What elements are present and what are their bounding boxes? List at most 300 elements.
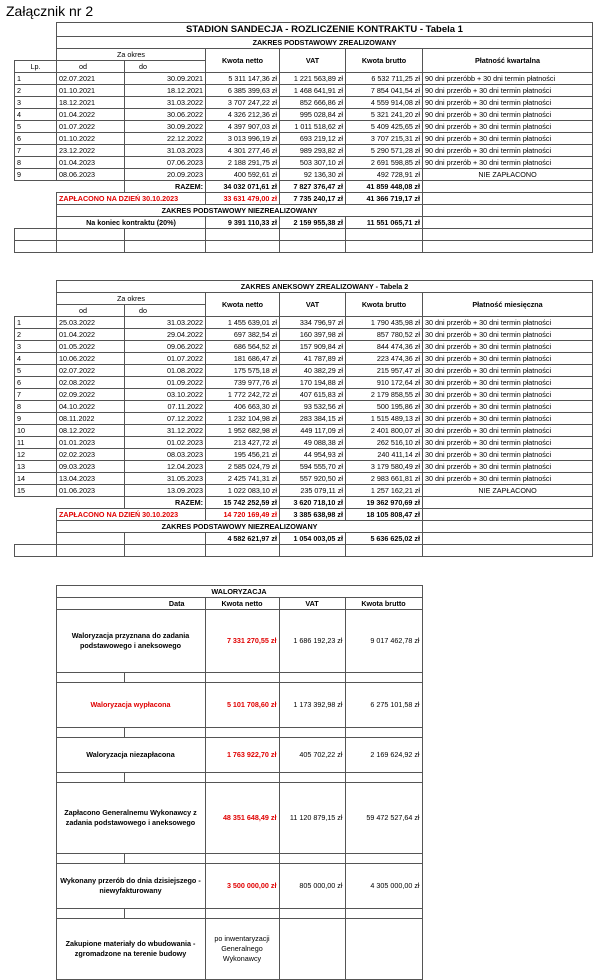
row-brutto: 844 474,36 zł xyxy=(346,341,423,353)
niezreal-brutto: 5 636 625,02 zł xyxy=(346,533,423,545)
razem-vat: 3 620 718,10 zł xyxy=(280,497,346,509)
row-do: 30.09.2022 xyxy=(125,121,206,133)
koniec-vat: 2 159 955,38 zł xyxy=(280,217,346,229)
row-brutto: 857 780,52 zł xyxy=(346,329,423,341)
row-do: 01.08.2022 xyxy=(125,365,206,377)
row-do: 31.03.2023 xyxy=(125,145,206,157)
row-lp: 1 xyxy=(15,317,57,329)
table-row xyxy=(15,73,593,85)
koniec-brutto: 11 551 065,71 zł xyxy=(346,217,423,229)
header-brutto: Kwota brutto xyxy=(345,598,422,610)
empty-cell xyxy=(345,854,422,864)
row-do: 09.06.2022 xyxy=(125,341,206,353)
row-lp: 6 xyxy=(15,133,57,145)
zaplacono-brutto: 41 366 719,17 zł xyxy=(346,193,423,205)
header-netto: Kwota netto xyxy=(205,598,279,610)
empty-cell xyxy=(56,673,124,683)
row-netto: 213 427,72 zł xyxy=(206,437,280,449)
row-lp: 2 xyxy=(15,85,57,97)
row-netto: 2 188 291,75 zł xyxy=(206,157,280,169)
row-vat: 93 532,56 zł xyxy=(280,401,346,413)
table-row xyxy=(15,449,593,461)
empty-cell xyxy=(14,864,56,909)
row-lp: 8 xyxy=(15,157,57,169)
row-platnosc: 30 dni przerób + 30 dni termin płatności xyxy=(423,389,593,401)
row-platnosc: 30 dni przerób + 30 dni termin płatności xyxy=(423,461,593,473)
row-vat: 1 011 518,62 zł xyxy=(280,121,346,133)
row-vat: 989 293,82 zł xyxy=(280,145,346,157)
empty-cell xyxy=(422,773,592,783)
waloryzacja-brutto xyxy=(345,919,422,980)
row-do: 18.12.2021 xyxy=(125,85,206,97)
header-za-okres: Za okres xyxy=(57,49,206,61)
zaplacono-label: ZAPŁACONO NA DZIEŃ 30.10.2023 xyxy=(57,509,206,521)
row-netto: 4 326 212,36 zł xyxy=(206,109,280,121)
row-brutto: 5 321 241,20 zł xyxy=(346,109,423,121)
table-waloryzacja xyxy=(14,585,592,980)
waloryzacja-netto: 5 101 708,60 zł xyxy=(205,683,279,728)
table-row xyxy=(15,169,593,181)
empty-cell xyxy=(56,773,124,783)
empty-cell xyxy=(345,909,422,919)
table-row xyxy=(15,85,593,97)
row-vat: 157 909,84 zł xyxy=(280,341,346,353)
table-row xyxy=(15,365,593,377)
razem-vat: 7 827 376,47 zł xyxy=(280,181,346,193)
row-vat: 1 221 563,89 zł xyxy=(280,73,346,85)
row-do: 29.04.2022 xyxy=(125,329,206,341)
row-do: 22.12.2022 xyxy=(125,133,206,145)
empty-cell xyxy=(124,909,205,919)
razem-label: RAZEM: xyxy=(125,497,206,509)
row-od: 04.10.2022 xyxy=(57,401,125,413)
header-netto: Kwota netto xyxy=(206,49,280,73)
zaplacono-vat: 3 385 638,98 zł xyxy=(280,509,346,521)
row-do: 07.06.2023 xyxy=(125,157,206,169)
row-vat: 594 555,70 zł xyxy=(280,461,346,473)
row-platnosc: 30 dni przerób + 30 dni termin płatności xyxy=(423,425,593,437)
empty-cell xyxy=(345,773,422,783)
row-vat: 283 384,15 zł xyxy=(280,413,346,425)
row-netto: 175 575,18 zł xyxy=(206,365,280,377)
row-vat: 407 615,83 zł xyxy=(280,389,346,401)
table-row xyxy=(15,377,593,389)
row-brutto: 6 532 711,25 zł xyxy=(346,73,423,85)
row-vat: 49 088,38 zł xyxy=(280,437,346,449)
row-do: 31.12.2022 xyxy=(125,425,206,437)
empty-cell xyxy=(205,673,279,683)
row-brutto: 1 790 435,98 zł xyxy=(346,317,423,329)
row-platnosc: 30 dni przerób + 30 dni termin płatności xyxy=(423,377,593,389)
row-od: 08.12.2022 xyxy=(57,425,125,437)
row-platnosc: 90 dni przerób + 30 dni termin płatności xyxy=(423,157,593,169)
row-od: 01.10.2021 xyxy=(57,85,125,97)
waloryzacja-row xyxy=(14,783,592,854)
row-brutto: 215 957,47 zł xyxy=(346,365,423,377)
row-do: 31.05.2023 xyxy=(125,473,206,485)
row-brutto: 2 983 661,81 zł xyxy=(346,473,423,485)
header-vat: VAT xyxy=(280,293,346,317)
empty-cell xyxy=(124,773,205,783)
table-row xyxy=(15,473,593,485)
table-row xyxy=(15,317,593,329)
row-brutto: 492 728,91 zł xyxy=(346,169,423,181)
header-do: do xyxy=(125,61,206,73)
row-netto: 2 585 024,79 zł xyxy=(206,461,280,473)
row-netto: 1 772 242,72 zł xyxy=(206,389,280,401)
row-brutto: 2 691 598,85 zł xyxy=(346,157,423,169)
razem-label: RAZEM: xyxy=(125,181,206,193)
row-od: 01.01.2023 xyxy=(57,437,125,449)
row-vat: 449 117,09 zł xyxy=(280,425,346,437)
header-data: Data xyxy=(56,598,205,610)
empty-cell xyxy=(422,783,592,854)
spacer-row xyxy=(14,673,592,683)
header-lp: Lp. xyxy=(15,61,57,73)
row-od: 02.07.2022 xyxy=(57,365,125,377)
row-do: 20.09.2023 xyxy=(125,169,206,181)
zaplacono-label: ZAPŁACONO NA DZIEŃ 30.10.2023 xyxy=(57,193,206,205)
waloryzacja-brutto: 4 305 000,00 zł xyxy=(345,864,422,909)
empty-cell xyxy=(279,909,345,919)
row-od: 09.03.2023 xyxy=(57,461,125,473)
row-brutto: 7 854 041,54 zł xyxy=(346,85,423,97)
row-netto: 1 232 104,98 zł xyxy=(206,413,280,425)
niezrealizowany-title: ZAKRES PODSTAWOWY NIEZREALIZOWANY xyxy=(57,521,423,533)
row-vat: 44 954,93 zł xyxy=(280,449,346,461)
row-netto: 697 382,54 zł xyxy=(206,329,280,341)
row-do: 01.02.2023 xyxy=(125,437,206,449)
empty-cell xyxy=(14,738,56,773)
waloryzacja-row xyxy=(14,864,592,909)
row-lp: 7 xyxy=(15,389,57,401)
row-platnosc: 90 dni przerób + 30 dni termin płatności xyxy=(423,85,593,97)
row-vat: 92 136,30 zł xyxy=(280,169,346,181)
header-vat: VAT xyxy=(279,598,345,610)
row-vat: 334 796,97 zł xyxy=(280,317,346,329)
row-od: 02.07.2021 xyxy=(57,73,125,85)
row-platnosc: 30 dni przerób + 30 dni termin płatności xyxy=(423,449,593,461)
empty-cell xyxy=(205,773,279,783)
row-vat: 1 468 641,91 zł xyxy=(280,85,346,97)
spacer-row xyxy=(14,728,592,738)
waloryzacja-brutto: 6 275 101,58 zł xyxy=(345,683,422,728)
empty-cell xyxy=(14,854,56,864)
row-netto: 6 385 399,63 zł xyxy=(206,85,280,97)
waloryzacja-vat: 805 000,00 zł xyxy=(279,864,345,909)
table-row xyxy=(15,485,593,497)
row-brutto: 910 172,64 zł xyxy=(346,377,423,389)
empty-cell xyxy=(124,673,205,683)
empty-cell xyxy=(345,728,422,738)
row-lp: 5 xyxy=(15,121,57,133)
empty-cell xyxy=(205,728,279,738)
header-brutto: Kwota brutto xyxy=(346,49,423,73)
row-od: 01.06.2023 xyxy=(57,485,125,497)
zaplacono-vat: 7 735 240,17 zł xyxy=(280,193,346,205)
row-do: 07.12.2022 xyxy=(125,413,206,425)
table-1-title: STADION SANDECJA - ROZLICZENIE KONTRAKTU - Tabela 1 xyxy=(57,23,593,37)
row-netto: 400 592,61 zł xyxy=(206,169,280,181)
waloryzacja-row xyxy=(14,683,592,728)
row-netto: 5 311 147,36 zł xyxy=(206,73,280,85)
row-netto: 2 425 741,31 zł xyxy=(206,473,280,485)
row-vat: 160 397,98 zł xyxy=(280,329,346,341)
row-netto: 3 707 247,22 zł xyxy=(206,97,280,109)
row-do: 07.11.2022 xyxy=(125,401,206,413)
row-lp: 15 xyxy=(15,485,57,497)
empty-cell xyxy=(422,864,592,909)
waloryzacja-vat: 1 686 192,23 zł xyxy=(279,610,345,673)
section-title: ZAKRES PODSTAWOWY ZREALIZOWANY xyxy=(57,37,593,49)
row-lp: 5 xyxy=(15,365,57,377)
table-row xyxy=(15,425,593,437)
row-netto: 406 663,30 zł xyxy=(206,401,280,413)
empty-cell xyxy=(279,728,345,738)
empty-cell xyxy=(422,854,592,864)
header-platnosc: Płatność miesięczna xyxy=(423,293,593,317)
row-platnosc: 30 dni przerób + 30 dni termin płatności xyxy=(423,413,593,425)
row-od: 01.04.2022 xyxy=(57,329,125,341)
table-row xyxy=(15,461,593,473)
waloryzacja-label: Waloryzacja wypłacona xyxy=(56,683,205,728)
empty-cell xyxy=(14,610,56,673)
row-do: 12.04.2023 xyxy=(125,461,206,473)
waloryzacja-vat xyxy=(279,919,345,980)
waloryzacja-brutto: 2 169 624,92 zł xyxy=(345,738,422,773)
razem-brutto: 41 859 448,08 zł xyxy=(346,181,423,193)
row-brutto: 1 257 162,21 zł xyxy=(346,485,423,497)
waloryzacja-label: Zakupione materiały do wbudowania - zgromadzone na terenie budowy xyxy=(56,919,205,980)
header-za-okres: Za okres xyxy=(57,293,206,305)
row-od: 02.09.2022 xyxy=(57,389,125,401)
row-do: 03.10.2022 xyxy=(125,389,206,401)
table-row xyxy=(15,97,593,109)
header-brutto: Kwota brutto xyxy=(346,293,423,317)
waloryzacja-brutto: 59 472 527,64 zł xyxy=(345,783,422,854)
row-platnosc: 30 dni przerób + 30 dni termin płatności xyxy=(423,365,593,377)
row-brutto: 1 515 489,13 zł xyxy=(346,413,423,425)
empty-cell xyxy=(14,783,56,854)
empty-cell xyxy=(345,673,422,683)
row-do: 01.09.2022 xyxy=(125,377,206,389)
row-vat: 235 079,11 zł xyxy=(280,485,346,497)
row-vat: 503 307,10 zł xyxy=(280,157,346,169)
empty-cell xyxy=(14,773,56,783)
table-2-title: ZAKRES ANEKSOWY ZREALIZOWANY - Tabela 2 xyxy=(57,281,593,293)
empty-cell xyxy=(56,728,124,738)
row-netto: 4 397 907,03 zł xyxy=(206,121,280,133)
row-vat: 852 666,86 zł xyxy=(280,97,346,109)
header-od: od xyxy=(57,305,125,317)
razem-netto: 15 742 252,59 zł xyxy=(206,497,280,509)
waloryzacja-vat: 11 120 879,15 zł xyxy=(279,783,345,854)
empty-cell xyxy=(279,673,345,683)
empty-cell xyxy=(422,683,592,728)
row-brutto: 2 179 858,55 zł xyxy=(346,389,423,401)
row-lp: 11 xyxy=(15,437,57,449)
waloryzacja-row xyxy=(14,610,592,673)
row-platnosc: 30 dni przerób + 30 dni termin płatności xyxy=(423,437,593,449)
row-brutto: 223 474,36 zł xyxy=(346,353,423,365)
waloryzacja-netto: 7 331 270,55 zł xyxy=(205,610,279,673)
empty-cell xyxy=(14,673,56,683)
row-platnosc: NIE ZAPŁACONO xyxy=(423,485,593,497)
row-platnosc: 30 dni przerób + 30 dni termin płatności xyxy=(423,353,593,365)
row-platnosc: 90 dni przerób + 30 dni termin płatności xyxy=(423,133,593,145)
row-lp: 9 xyxy=(15,169,57,181)
waloryzacja-title: WALORYZACJA xyxy=(56,586,422,598)
empty-cell xyxy=(422,728,592,738)
spacer-row xyxy=(14,854,592,864)
row-od: 01.05.2022 xyxy=(57,341,125,353)
row-lp: 9 xyxy=(15,413,57,425)
row-netto: 195 456,21 zł xyxy=(206,449,280,461)
row-vat: 41 787,89 zł xyxy=(280,353,346,365)
row-platnosc: 30 dni przerób + 30 dni termin płatności xyxy=(423,329,593,341)
row-platnosc: 30 dni przerób + 30 dni termin płatności xyxy=(423,317,593,329)
row-netto: 1 455 639,01 zł xyxy=(206,317,280,329)
row-netto: 3 013 996,19 zł xyxy=(206,133,280,145)
row-brutto: 240 411,14 zł xyxy=(346,449,423,461)
row-od: 02.02.2023 xyxy=(57,449,125,461)
empty-cell xyxy=(279,773,345,783)
row-vat: 170 194,88 zł xyxy=(280,377,346,389)
row-od: 01.04.2023 xyxy=(57,157,125,169)
header-vat: VAT xyxy=(280,49,346,73)
koniec-label: Na koniec kontraktu (20%) xyxy=(57,217,206,229)
waloryzacja-vat: 405 702,22 zł xyxy=(279,738,345,773)
row-od: 25.03.2022 xyxy=(57,317,125,329)
empty-cell xyxy=(279,854,345,864)
row-od: 18.12.2021 xyxy=(57,97,125,109)
row-vat: 693 219,12 zł xyxy=(280,133,346,145)
row-netto: 1 952 682,98 zł xyxy=(206,425,280,437)
row-brutto: 262 516,10 zł xyxy=(346,437,423,449)
row-od: 02.08.2022 xyxy=(57,377,125,389)
row-do: 13.09.2023 xyxy=(125,485,206,497)
waloryzacja-netto: po inwentaryzacji Generalnego Wykonawcy xyxy=(205,919,279,980)
table-row xyxy=(15,353,593,365)
empty-cell xyxy=(422,909,592,919)
waloryzacja-label: Waloryzacja niezapłacona xyxy=(56,738,205,773)
row-do: 08.03.2023 xyxy=(125,449,206,461)
waloryzacja-row xyxy=(14,738,592,773)
row-vat: 557 920,50 zł xyxy=(280,473,346,485)
row-lp: 4 xyxy=(15,109,57,121)
row-platnosc: 30 dni przerób + 30 dni termin płatności xyxy=(423,341,593,353)
row-do: 31.03.2022 xyxy=(125,317,206,329)
row-od: 13.04.2023 xyxy=(57,473,125,485)
table-row xyxy=(15,341,593,353)
row-do: 01.07.2022 xyxy=(125,353,206,365)
table-row xyxy=(15,121,593,133)
table-1 xyxy=(14,22,593,253)
empty-cell xyxy=(205,854,279,864)
table-2 xyxy=(14,280,593,557)
row-netto: 686 564,52 zł xyxy=(206,341,280,353)
row-lp: 4 xyxy=(15,353,57,365)
waloryzacja-netto: 1 763 922,70 zł xyxy=(205,738,279,773)
row-do: 31.03.2022 xyxy=(125,97,206,109)
row-platnosc: NIE ZAPŁACONO xyxy=(423,169,593,181)
header-do: do xyxy=(125,305,206,317)
row-lp: 7 xyxy=(15,145,57,157)
row-netto: 739 977,76 zł xyxy=(206,377,280,389)
table-row xyxy=(15,389,593,401)
table-row xyxy=(15,413,593,425)
row-platnosc: 30 dni przerób + 30 dni termin płatności xyxy=(423,401,593,413)
waloryzacja-row xyxy=(14,919,592,980)
empty-cell xyxy=(56,909,124,919)
row-lp: 10 xyxy=(15,425,57,437)
row-platnosc: 90 dni przerób + 30 dni termin płatności xyxy=(423,145,593,157)
row-lp: 3 xyxy=(15,341,57,353)
row-netto: 181 686,47 zł xyxy=(206,353,280,365)
spacer-row xyxy=(14,773,592,783)
row-vat: 995 028,84 zł xyxy=(280,109,346,121)
row-brutto: 5 409 425,65 zł xyxy=(346,121,423,133)
row-platnosc: 90 dni przerób + 30 dni termin płatności xyxy=(423,121,593,133)
table-row xyxy=(15,437,593,449)
header-platnosc: Płatność kwartalna xyxy=(423,49,593,73)
row-do: 30.09.2021 xyxy=(125,73,206,85)
row-lp: 12 xyxy=(15,449,57,461)
waloryzacja-brutto: 9 017 462,78 zł xyxy=(345,610,422,673)
row-od: 01.04.2022 xyxy=(57,109,125,121)
table-row xyxy=(15,329,593,341)
razem-netto: 34 032 071,61 zł xyxy=(206,181,280,193)
empty-cell xyxy=(422,919,592,980)
empty-cell xyxy=(422,610,592,673)
table-row xyxy=(15,145,593,157)
empty-cell xyxy=(14,909,56,919)
row-platnosc: 90 dni przerób + 30 dni termin płatności xyxy=(423,97,593,109)
niezrealizowany-title: ZAKRES PODSTAWOWY NIEZREALIZOWANY xyxy=(57,205,423,217)
document-label: Załącznik nr 2 xyxy=(6,3,94,19)
row-brutto: 3 179 580,49 zł xyxy=(346,461,423,473)
row-od: 08.06.2023 xyxy=(57,169,125,181)
row-od: 01.10.2022 xyxy=(57,133,125,145)
header-netto: Kwota netto xyxy=(206,293,280,317)
waloryzacja-netto: 48 351 648,49 zł xyxy=(205,783,279,854)
row-brutto: 5 290 571,28 zł xyxy=(346,145,423,157)
row-lp: 1 xyxy=(15,73,57,85)
row-od: 23.12.2022 xyxy=(57,145,125,157)
row-platnosc: 90 dni przeróbb + 30 dni termin płatności xyxy=(423,73,593,85)
row-platnosc: 30 dni przerób + 30 dni termin płatności xyxy=(423,473,593,485)
zaplacono-netto: 33 631 479,00 zł xyxy=(206,193,280,205)
waloryzacja-label: Wykonany przerób do dnia dzisiejszego - niewyfakturowany xyxy=(56,864,205,909)
row-od: 10.06.2022 xyxy=(57,353,125,365)
row-netto: 1 022 083,10 zł xyxy=(206,485,280,497)
waloryzacja-vat: 1 173 392,98 zł xyxy=(279,683,345,728)
empty-cell xyxy=(422,738,592,773)
row-lp: 6 xyxy=(15,377,57,389)
row-platnosc: 90 dni przerób + 30 dni termin płatności xyxy=(423,109,593,121)
waloryzacja-label: Waloryzacja przyznana do zadania podstawowego i aneksowego xyxy=(56,610,205,673)
row-brutto: 500 195,86 zł xyxy=(346,401,423,413)
empty-cell xyxy=(14,728,56,738)
row-netto: 4 301 277,46 zł xyxy=(206,145,280,157)
empty-cell xyxy=(124,854,205,864)
row-lp: 2 xyxy=(15,329,57,341)
empty-cell xyxy=(14,683,56,728)
empty-cell xyxy=(124,728,205,738)
koniec-netto: 9 391 110,33 zł xyxy=(206,217,280,229)
row-od: 01.07.2022 xyxy=(57,121,125,133)
waloryzacja-label: Zapłacono Generalnemu Wykonawcy z zadania podstawowego i aneksowego xyxy=(56,783,205,854)
